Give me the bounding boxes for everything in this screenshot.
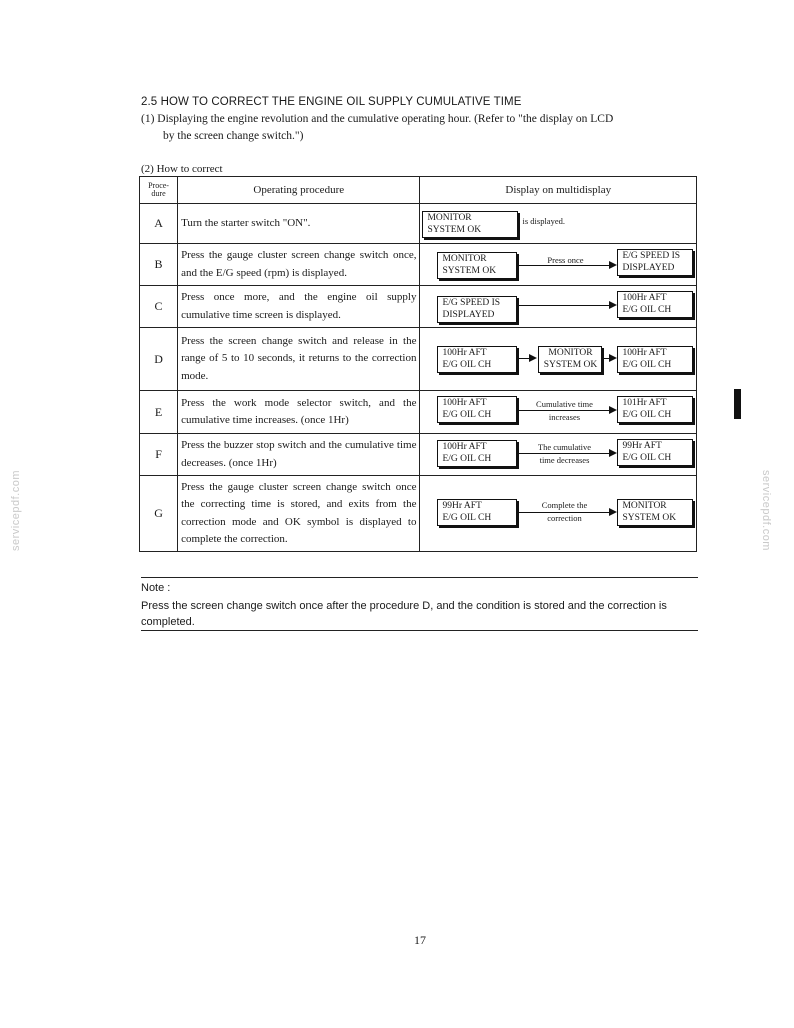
lcd-line-1: 99Hr AFT (442, 501, 482, 511)
arrow-label: The cumulative (537, 442, 592, 452)
row-letter: E (140, 391, 178, 434)
lcd-line-1: MONITOR (427, 213, 472, 223)
lcd-line-1: 100Hr AFT (442, 398, 487, 408)
lcd-display-box (538, 346, 602, 373)
lcd-line-2: E/G OIL CH (442, 409, 492, 420)
display-cell (420, 476, 697, 552)
arrow-right-icon (609, 261, 617, 269)
display-cell (420, 204, 697, 244)
lcd-line-2: SYSTEM OK (543, 359, 598, 370)
lcd-line-2: E/G OIL CH (622, 409, 672, 420)
row-letter: C (140, 286, 178, 328)
table-row (140, 476, 697, 552)
arrow-right-icon (529, 354, 537, 362)
procedure-text: Press once more, and the engine oil supply cumulative time screen is displayed. (178, 286, 420, 328)
lcd-line-1: 100Hr AFT (442, 348, 487, 358)
lcd-display-box (437, 396, 517, 423)
lcd-line-1: 100Hr AFT (622, 293, 667, 303)
procedure-text: Press the gauge cluster screen change switch once, and the E/G speed (rpm) is displayed. (178, 244, 420, 286)
lcd-display-box (617, 439, 693, 466)
procedure-header-line-1: Proce- (148, 180, 169, 190)
lcd-display-box (617, 396, 693, 423)
table-row (140, 204, 697, 244)
procedure-column-header (140, 177, 178, 204)
lcd-display-box (617, 291, 693, 318)
arrow-label: Complete the (541, 500, 588, 510)
lcd-display-box (617, 346, 693, 373)
watermark-right: servicepdf.com (760, 470, 772, 551)
section-title: 2.5 HOW TO CORRECT THE ENGINE OIL SUPPLY CUMULATIVE TIME (141, 96, 522, 108)
lcd-line-2: SYSTEM OK (442, 265, 497, 276)
table-header-row (140, 177, 697, 204)
procedure-text: Press the gauge cluster screen change switch once the correcting time is stored, and exits from the correction mode and OK symbol is displayed to complete the correction. (178, 476, 420, 552)
arrow-right-icon (609, 449, 617, 457)
arrow-right-icon (609, 508, 617, 516)
table-row (140, 244, 697, 286)
procedure-text: Press the buzzer stop switch and the cumulative time decreases. (once 1Hr) (178, 434, 420, 476)
lcd-line-2: DISPLAYED (622, 262, 675, 273)
procedure-text: Turn the starter switch "ON". (178, 204, 420, 244)
lcd-display-box (617, 499, 693, 526)
lcd-line-1: 100Hr AFT (442, 442, 487, 452)
lcd-display-box (422, 211, 518, 238)
arrow-label-line-2: time decreases (539, 455, 590, 465)
arrow-line (519, 453, 609, 454)
lcd-line-2: SYSTEM OK (427, 224, 482, 235)
operating-procedure-header: Operating procedure (178, 177, 420, 204)
lcd-line-2: E/G OIL CH (442, 512, 492, 523)
arrow-label-line-2: increases (548, 412, 581, 422)
lcd-line-2: SYSTEM OK (622, 512, 677, 523)
arrow-right-icon (609, 301, 617, 309)
arrow-right-icon (609, 406, 617, 414)
note-bottom-rule (141, 630, 698, 631)
how-to-correct-heading: (2) How to correct (141, 163, 223, 175)
lcd-display-box (437, 252, 517, 279)
row-letter: F (140, 434, 178, 476)
row-letter: A (140, 204, 178, 244)
row-letter: G (140, 476, 178, 552)
table-row (140, 328, 697, 391)
lcd-line-1: MONITOR (548, 348, 593, 358)
lcd-line-2: E/G OIL CH (442, 453, 492, 464)
arrow-line (519, 305, 609, 306)
intro-line-2: by the screen change switch.") (163, 130, 304, 142)
display-cell (420, 391, 697, 434)
table-row (140, 434, 697, 476)
lcd-line-1: 101Hr AFT (622, 398, 667, 408)
display-cell (420, 328, 697, 391)
arrow-label: Cumulative time (536, 399, 593, 409)
page-number: 17 (414, 933, 426, 947)
table-row (140, 286, 697, 328)
table-row (140, 391, 697, 434)
lcd-line-2: E/G OIL CH (442, 359, 492, 370)
lcd-display-box (437, 346, 517, 373)
arrow-label: Press once (547, 255, 584, 265)
lcd-line-2: E/G OIL CH (622, 304, 672, 315)
page-edge-tab-mark (734, 389, 741, 419)
note-heading: Note : (141, 582, 171, 594)
lcd-line-1: MONITOR (622, 501, 667, 511)
lcd-line-1: 100Hr AFT (622, 348, 667, 358)
lcd-line-1: MONITOR (442, 254, 487, 264)
note-body: Press the screen change switch once after the procedure D, and the condition is stored and the correction is completed. (141, 600, 667, 628)
row-letter: B (140, 244, 178, 286)
lcd-display-box (437, 440, 517, 467)
lcd-line-2: E/G OIL CH (622, 452, 672, 463)
arrow-line (519, 358, 529, 359)
display-cell (420, 244, 697, 286)
arrow-label-line-2: correction (547, 513, 582, 523)
arrow-line (519, 265, 609, 266)
lcd-line-2: DISPLAYED (442, 309, 495, 320)
lcd-line-1: E/G SPEED IS (622, 251, 681, 261)
display-cell (420, 434, 697, 476)
note-top-rule (141, 577, 698, 578)
intro-line-1: (1) Displaying the engine revolution and the cumulative operating hour. (Refer to "the display on LCD (141, 113, 614, 125)
lcd-line-1: 99Hr AFT (622, 441, 662, 451)
procedure-table (139, 176, 697, 552)
lcd-display-box (617, 249, 693, 276)
procedure-text: Press the work mode selector switch, and the cumulative time increases. (once 1Hr) (178, 391, 420, 434)
display-header: Display on multidisplay (420, 177, 697, 204)
procedure-header-line-2: dure (151, 189, 166, 198)
arrow-line (519, 410, 609, 411)
display-cell (420, 286, 697, 328)
lcd-display-box (437, 499, 517, 526)
row-letter: D (140, 328, 178, 391)
display-suffix: is displayed. (522, 216, 565, 226)
watermark-left: servicepdf.com (10, 470, 22, 551)
procedure-text: Press the screen change switch and release in the range of 5 to 10 seconds, it returns to the correction mode. (178, 328, 420, 391)
lcd-display-box (437, 296, 517, 323)
lcd-line-1: E/G SPEED IS (442, 298, 501, 308)
arrow-right-icon (609, 354, 617, 362)
lcd-line-2: E/G OIL CH (622, 359, 672, 370)
